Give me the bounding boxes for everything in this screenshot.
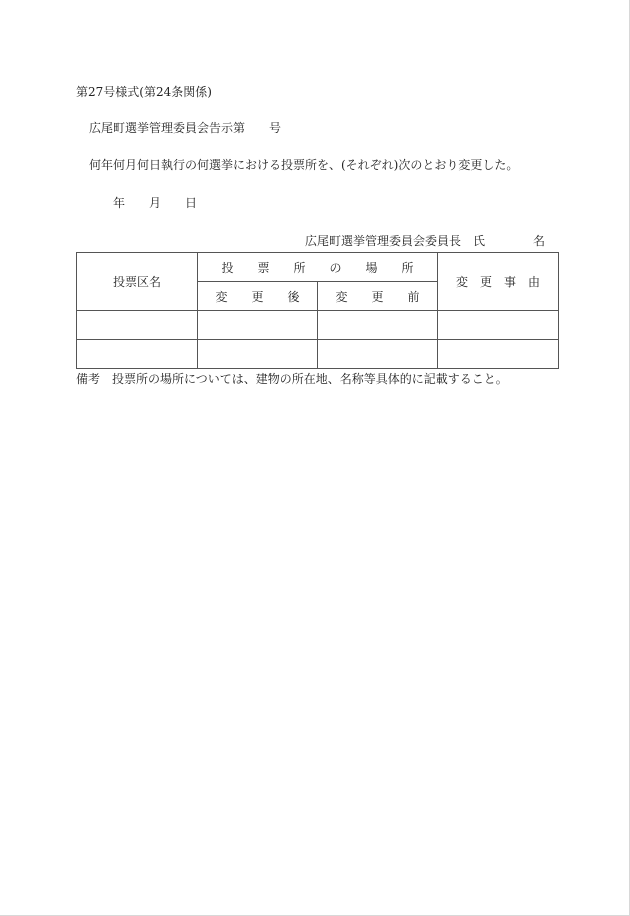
- table-header-row: [77, 253, 559, 282]
- header-reason: 変 更 事 由: [438, 253, 559, 311]
- header-district: 投票区名: [77, 253, 198, 311]
- notice-title: 広尾町選挙管理委員会告示第 号: [89, 121, 282, 135]
- polling-place-change-table: [76, 252, 559, 369]
- form-number: 第27号様式(第24条関係): [76, 85, 212, 99]
- body-text: 何年何月何日執行の何選挙における投票所を、(それぞれ)次のとおり変更した。: [89, 158, 519, 172]
- cell-after: [198, 311, 318, 340]
- cell-reason: [438, 340, 559, 369]
- signatory: 広尾町選挙管理委員会委員長 氏 名: [305, 234, 546, 248]
- cell-before: [318, 311, 438, 340]
- table-row: [77, 340, 559, 369]
- cell-district: [77, 340, 198, 369]
- header-after: 変 更 後: [198, 282, 318, 311]
- table-row: [77, 311, 559, 340]
- cell-after: [198, 340, 318, 369]
- header-before: 変 更 前: [318, 282, 438, 311]
- remark: 備考 投票所の場所については、建物の所在地、名称等具体的に記載すること。: [76, 372, 508, 386]
- header-location: 投 票 所 の 場 所: [198, 253, 438, 282]
- cell-district: [77, 311, 198, 340]
- date-line: 年 月 日: [113, 196, 198, 210]
- cell-before: [318, 340, 438, 369]
- cell-reason: [438, 311, 559, 340]
